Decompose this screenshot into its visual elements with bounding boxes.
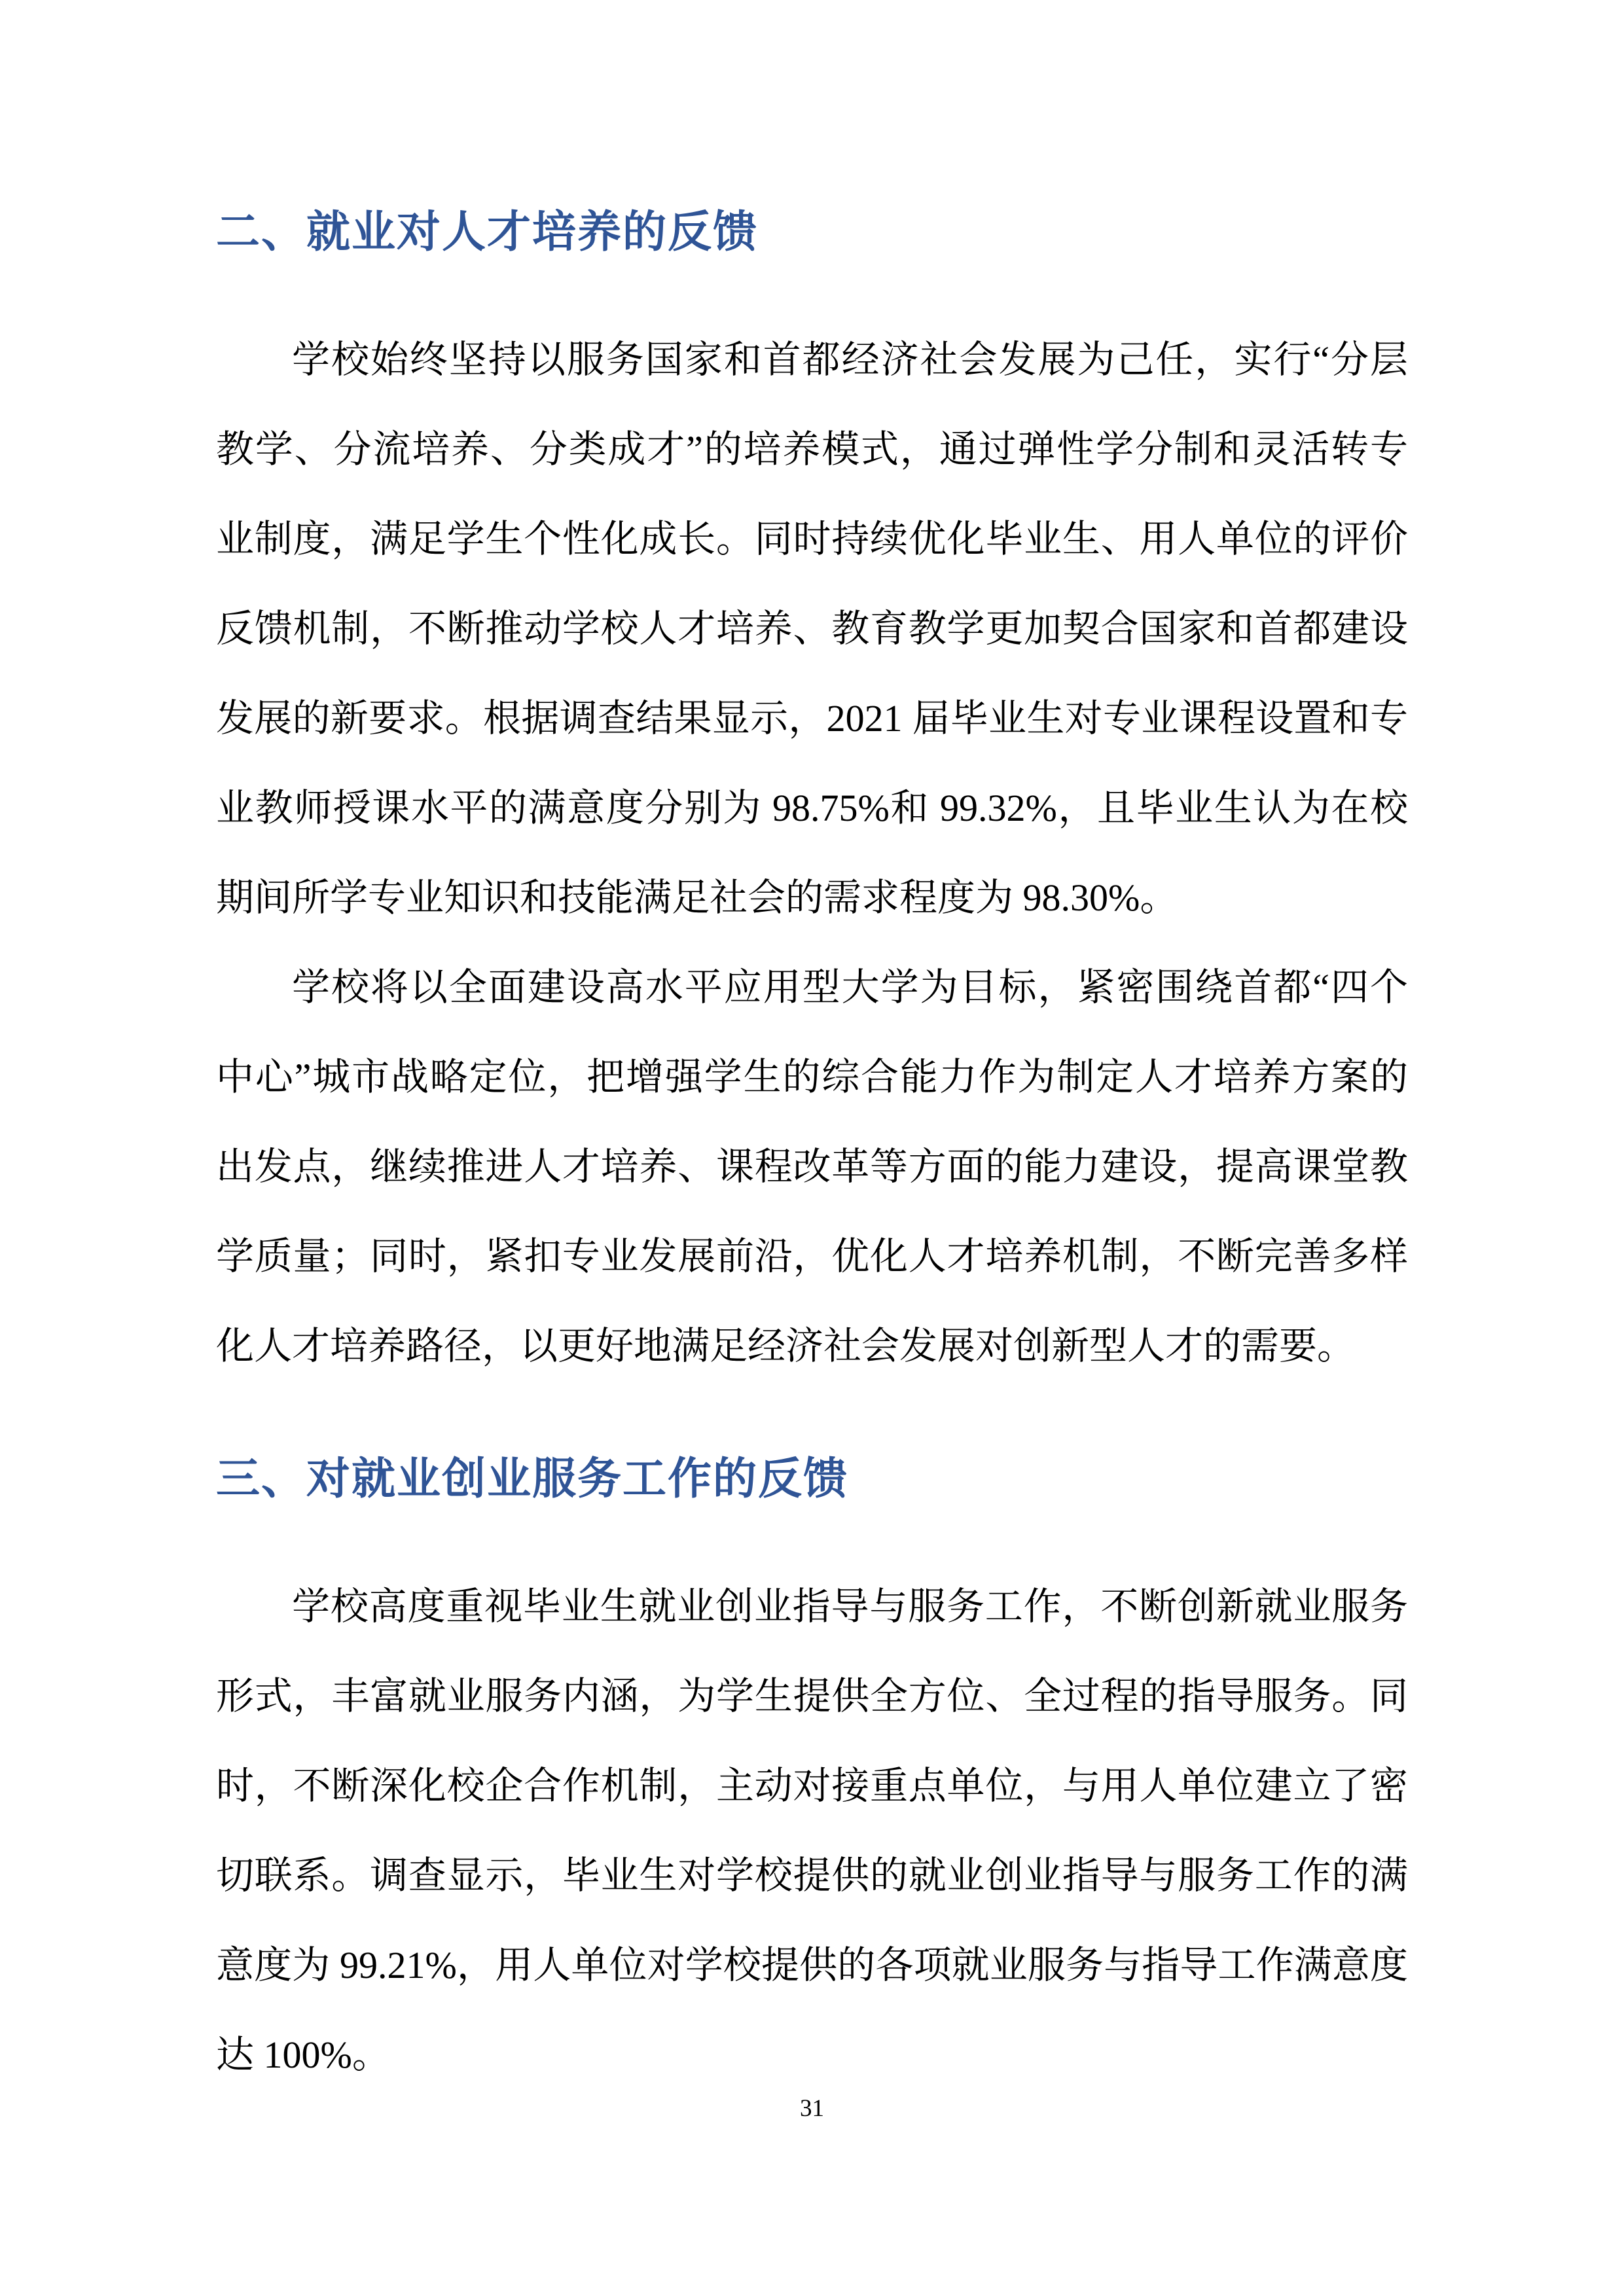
- section-heading-career-service-feedback: 三、对就业创业服务工作的反馈: [216, 1455, 848, 1503]
- paragraph-career-service-1: 学校高度重视毕业生就业创业指导与服务工作，不断创新就业服务形式，丰富就业服务内涵，为学生提供全方位、全过程的指导服务。同时，不断深化校企合作机制，主动对接重点单位，与用人单位建立了密切联系。调查显示，毕业生对学校提供的就业创业指导与服务工作的满意度为 99.21%，用人单位对学校提供的各项就业服务与指导工作满意度达 100%。: [216, 1585, 1408, 2076]
- paragraph-talent-cultivation-1: 学校始终坚持以服务国家和首都经济社会发展为己任，实行“分层教学、分流培养、分类成才”的培养模式，通过弹性学分制和灵活转专业制度，满足学生个性化成长。同时持续优化毕业生、用人单位的评价反馈机制，不断推动学校人才培养、教育教学更加契合国家和首都建设发展的新要求。根据调查结果显示，2021 届毕业生对专业课程设置和专业教师授课水平的满意度分别为 98.75%和 99.32%，且毕业生认为在校期间所学专业知识和技能满足社会的需求程度为 98.30%。: [216, 338, 1408, 919]
- page-number: 31: [800, 2095, 824, 2122]
- paragraph-talent-cultivation-2: 学校将以全面建设高水平应用型大学为目标，紧密围绕首都“四个中心”城市战略定位，把增强学生的综合能力作为制定人才培养方案的出发点，继续推进人才培养、课程改革等方面的能力建设，提高课堂教学质量；同时，紧扣专业发展前沿，优化人才培养机制，不断完善多样化人才培养路径，以更好地满足经济社会发展对创新型人才的需要。: [216, 966, 1408, 1367]
- document-content: [0, 203, 1624, 2100]
- section-heading-employment-feedback-on-talent-cultivation: 二、就业对人才培养的反馈: [216, 208, 758, 257]
